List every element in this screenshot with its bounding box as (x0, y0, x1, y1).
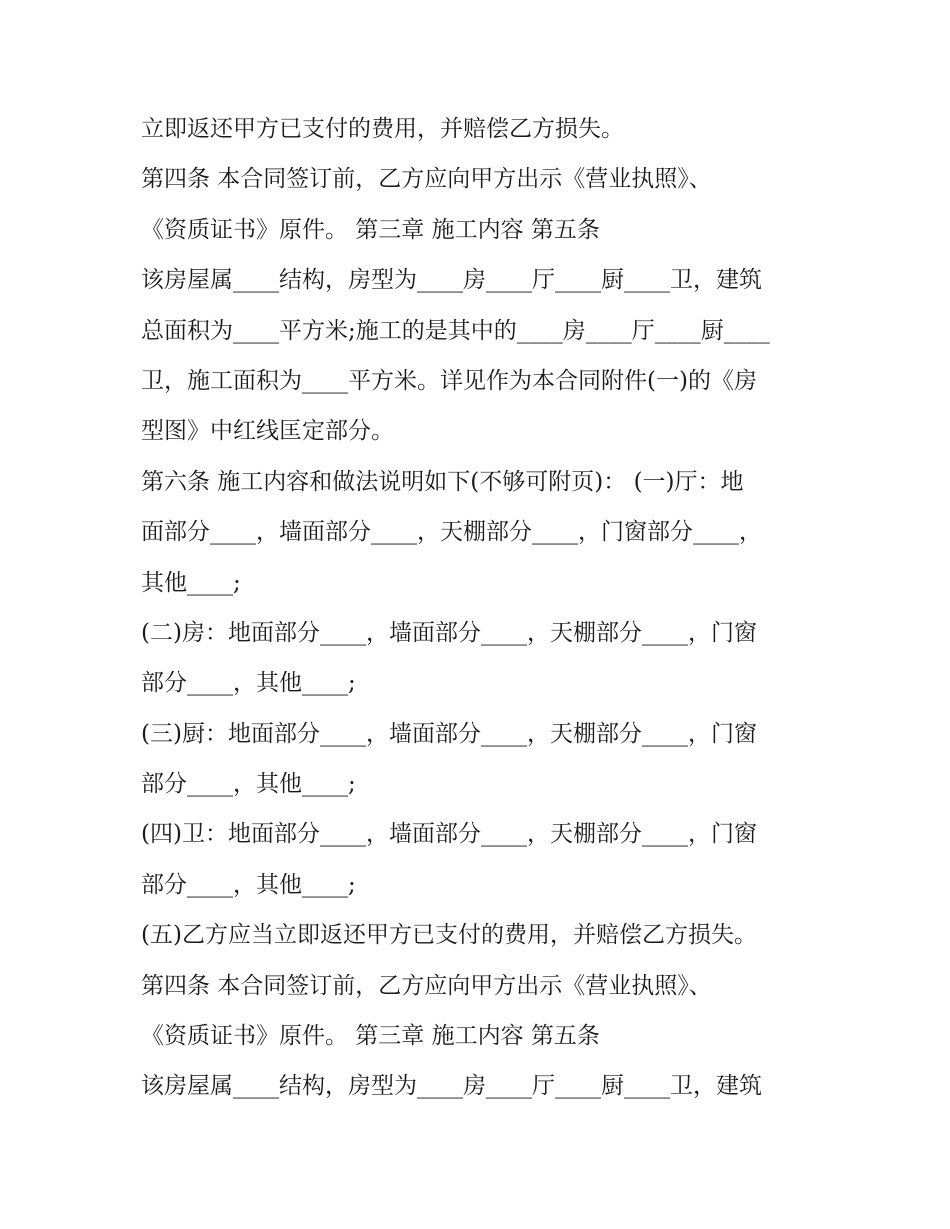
text-line: 该房屋属____结构，房型为____房____厅____厨____卫，建筑 (141, 1073, 762, 1100)
text-line: 部分____，其他____; (141, 871, 356, 898)
text-line: 《资质证书》原件。 第三章 施工内容 第五条 (141, 1023, 600, 1050)
text-line: (五)乙方应当立即返还甲方已支付的费用，并赔偿乙方损失。 (141, 922, 757, 949)
text-line: (四)卫：地面部分____，墙面部分____，天棚部分____，门窗 (141, 821, 757, 848)
text-line: 部分____，其他____; (141, 670, 356, 697)
text-line: 该房屋属____结构，房型为____房____厅____厨____卫，建筑 (141, 267, 762, 294)
document-body (141, 104, 821, 1112)
text-line: (二)房：地面部分____，墙面部分____，天棚部分____，门窗 (141, 619, 757, 646)
text-line: 其他____; (141, 569, 241, 596)
text-line: 第四条 本合同签订前，乙方应向甲方出示《营业执照》、 (141, 972, 712, 999)
text-line: (三)厨：地面部分____，墙面部分____，天棚部分____，门窗 (141, 720, 757, 747)
text-line: 第六条 施工内容和做法说明如下(不够可附页)： (一)厅：地 (141, 468, 744, 495)
text-line: 总面积为____平方米;施工的是其中的____房____厅____厨____ (141, 317, 770, 344)
text-line: 卫，施工面积为____平方米。详见作为本合同附件(一)的《房 (141, 367, 757, 394)
text-line: 《资质证书》原件。 第三章 施工内容 第五条 (141, 216, 600, 243)
text-line: 第四条 本合同签订前，乙方应向甲方出示《营业执照》、 (141, 166, 712, 193)
text-line: 面部分____，墙面部分____，天棚部分____，门窗部分____， (141, 519, 762, 546)
text-line: 部分____，其他____; (141, 771, 356, 798)
text-line: 型图》中红线匡定部分。 (141, 418, 394, 445)
text-line: 立即返还甲方已支付的费用，并赔偿乙方损失。 (141, 116, 624, 142)
